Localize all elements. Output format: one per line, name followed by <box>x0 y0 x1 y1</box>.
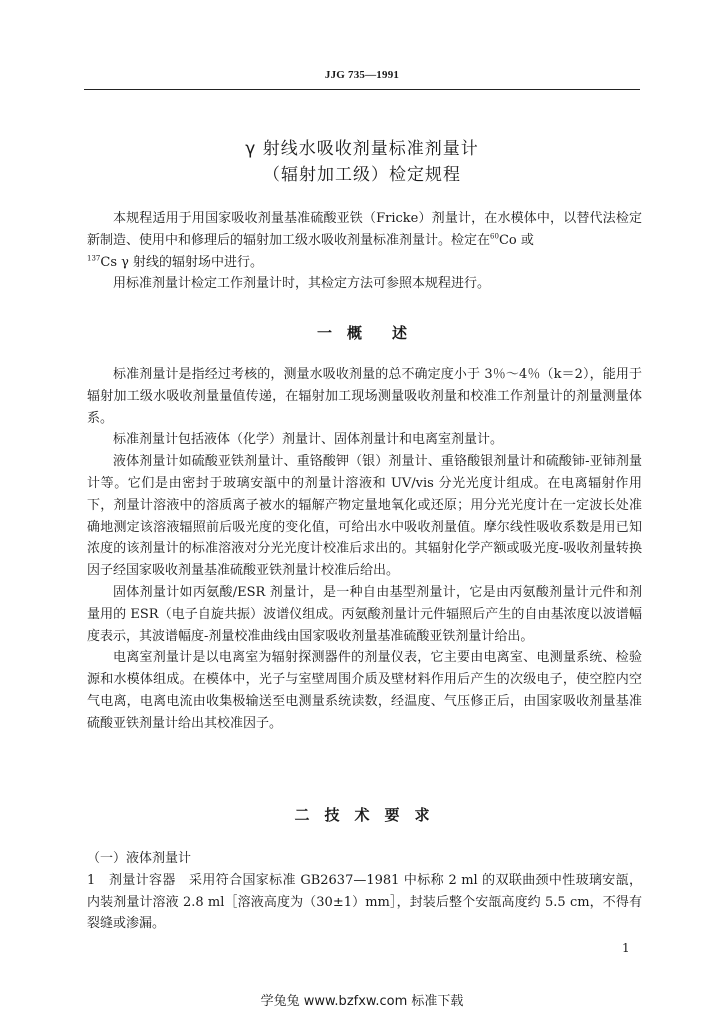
intro-paragraph-scope: 本规程适用于用国家吸收剂量基准硫酸亚铁（Fricke）剂量计，在水模体中，以替代法检定新制造、使用中和修理后的辐射加工级水吸收剂量标准剂量计。检定在$^{60}$Co 或 $^{137}$Cs γ 射线的辐射场中进行。 <box>87 211 642 270</box>
standard-code-header: JJG 735—1991 <box>324 69 400 81</box>
document-title: γ 射线水吸收剂量标准剂量计 <box>245 139 479 159</box>
intro-paragraph-application: 用标准剂量计检定工作剂量计时，其检定方法可参照本规程进行。 <box>113 276 491 292</box>
cs-mass-number: 137 <box>87 254 101 263</box>
paragraph-definition: 标准剂量计是指经过考核的，测量水吸收剂量的总不确定度小于 3％～4％（k＝2），能用于辐射加工级水吸收剂量量值传递，在辐射加工现场测量吸收剂量和校准工作剂量计的剂量测量体系。 <box>87 367 642 426</box>
paragraph-liquid-dosimeter: 液体剂量计如硫酸亚铁剂量计、重铬酸钾（银）剂量计、重铬酸银剂量计和硫酸铈-亚铈剂量计等。它们是由密封于玻璃安瓿中的剂量计溶液和 UV/vis 分光光度计组成。在电离辐射作用下，剂量计溶液中的溶质离子被水的辐解产物定量地氧化或还原；用分光光度计在一定波长处准确地测定该溶液辐照前后吸光度的变化值，可给出水中吸收剂量值。摩尔线性吸收系数是用已知浓度的该剂量计的标准溶液对分光光度计校准后求出的。其辐射化学产额或吸光度-吸收剂量转换因子经国家吸收剂量基准硫酸亚铁剂量计校准后给出。 <box>87 454 642 579</box>
section-heading-overview: 一 概 述 <box>316 324 407 342</box>
paragraph-types: 标准剂量计包括液体（化学）剂量计、固体剂量计和电离室剂量计。 <box>113 432 504 448</box>
footer-watermark: 学兔兔 www.bzfxw.com 标准下载 <box>260 994 464 1009</box>
page-number: 1 <box>622 941 630 955</box>
paragraph-solid-dosimeter: 固体剂量计如丙氨酸/ESR 剂量计，是一种自由基型剂量计，它是由丙氨酸剂量计元件和剂量用的 ESR（电子自旋共振）波谱仪组成。丙氨酸剂量计元件辐照后产生的自由基浓度以波谱幅度表示，其波谱幅度-剂量校准曲线由国家吸收剂量基准硫酸亚铁剂量计给出。 <box>87 584 642 644</box>
document-subtitle: （辐射加工级）检定规程 <box>263 165 461 185</box>
section-heading-technical-requirements: 二 技 术 要 求 <box>294 806 430 824</box>
co-mass-number: 60 <box>490 232 499 241</box>
item-dosimeter-container: 1 剂量计容器 采用符合国家标准 GB2637—1981 中标称 2 ml 的双联曲颈中性玻璃安瓿，内装剂量计溶液 2.8 ml［溶液高度为（30±1）mm］，封装后整个安瓿高度约 5.5 cm，不得有裂缝或渗漏。 <box>87 872 642 932</box>
paragraph-ionization-chamber: 电离室剂量计是以电离室为辐射探测器件的剂量仪表，它主要由电离室、电测量系统、检验源和水模体组成。在模体中，光子与室壁周围介质及壁材料作用后产生的次级电子，使空腔内空气电离，电离电流由收集极输送至电测量系统读数，经温度、气压修正后，由国家吸收剂量基准硫酸亚铁剂量计给出其校准因子。 <box>87 650 642 731</box>
intro-section <box>87 208 642 295</box>
technical-requirements-section <box>87 848 642 935</box>
overview-section <box>87 364 642 735</box>
header-divider <box>84 89 640 90</box>
subsection-liquid-dosimeter: （一）液体剂量计 <box>87 851 192 866</box>
